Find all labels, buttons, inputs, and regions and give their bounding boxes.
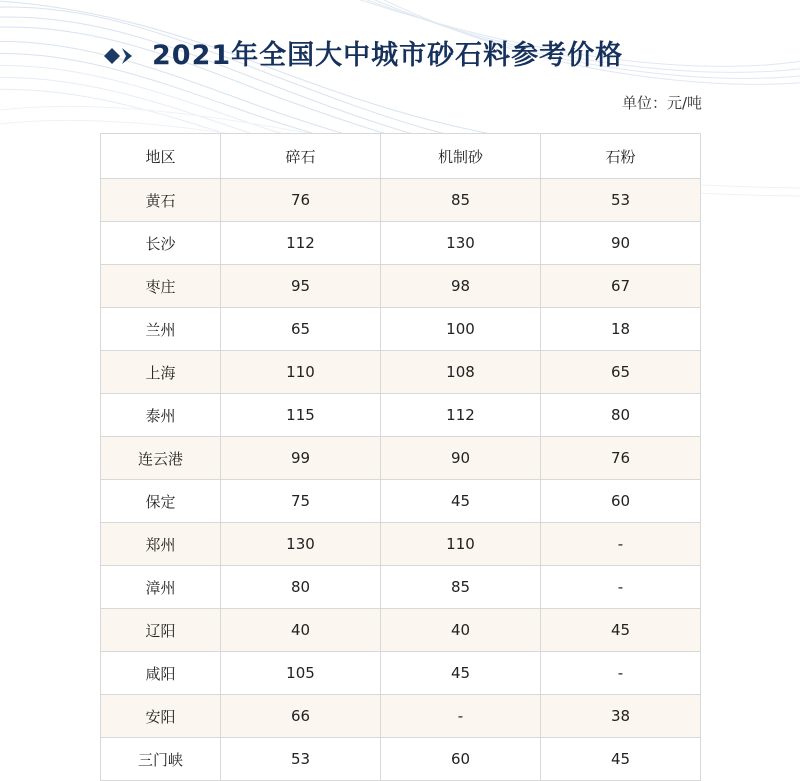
diamond-bullet-icon [94, 44, 140, 68]
cell-crushed-stone: 53 [221, 738, 381, 781]
table-row [101, 265, 701, 308]
cell-crushed-stone: 130 [221, 523, 381, 566]
cell-manufactured-sand: 45 [381, 652, 541, 695]
cell-region: 连云港 [101, 437, 221, 480]
cell-region: 漳州 [101, 566, 221, 609]
table-row [101, 652, 701, 695]
cell-region: 咸阳 [101, 652, 221, 695]
cell-stone-powder: 67 [541, 265, 701, 308]
cell-stone-powder: 60 [541, 480, 701, 523]
cell-stone-powder: 45 [541, 738, 701, 781]
table-row [101, 222, 701, 265]
cell-manufactured-sand: 112 [381, 394, 541, 437]
cell-manufactured-sand: 85 [381, 179, 541, 222]
column-header: 地区 [101, 134, 221, 179]
cell-crushed-stone: 95 [221, 265, 381, 308]
table-row [101, 566, 701, 609]
cell-crushed-stone: 112 [221, 222, 381, 265]
cell-manufactured-sand: 108 [381, 351, 541, 394]
cell-crushed-stone: 115 [221, 394, 381, 437]
cell-stone-powder: 45 [541, 609, 701, 652]
cell-manufactured-sand: 130 [381, 222, 541, 265]
unit-label: 单位：元/吨 [621, 94, 702, 112]
cell-crushed-stone: 110 [221, 351, 381, 394]
table-row [101, 609, 701, 652]
cell-manufactured-sand: 85 [381, 566, 541, 609]
cell-region: 三门峡 [101, 738, 221, 781]
cell-region: 枣庄 [101, 265, 221, 308]
table-header-row [101, 134, 701, 179]
cell-stone-powder: - [541, 566, 701, 609]
cell-manufactured-sand: 100 [381, 308, 541, 351]
cell-crushed-stone: 80 [221, 566, 381, 609]
cell-manufactured-sand: 40 [381, 609, 541, 652]
cell-manufactured-sand: 110 [381, 523, 541, 566]
column-header: 机制砂 [381, 134, 541, 179]
table-row [101, 179, 701, 222]
cell-crushed-stone: 99 [221, 437, 381, 480]
cell-stone-powder: 65 [541, 351, 701, 394]
cell-manufactured-sand: 60 [381, 738, 541, 781]
cell-stone-powder: 18 [541, 308, 701, 351]
cell-stone-powder: - [541, 652, 701, 695]
cell-manufactured-sand: 98 [381, 265, 541, 308]
cell-crushed-stone: 76 [221, 179, 381, 222]
cell-region: 兰州 [101, 308, 221, 351]
cell-region: 安阳 [101, 695, 221, 738]
column-header: 碎石 [221, 134, 381, 179]
cell-manufactured-sand: - [381, 695, 541, 738]
cell-stone-powder: 38 [541, 695, 701, 738]
cell-crushed-stone: 66 [221, 695, 381, 738]
cell-region: 泰州 [101, 394, 221, 437]
cell-region: 郑州 [101, 523, 221, 566]
cell-crushed-stone: 75 [221, 480, 381, 523]
price-table-container [100, 133, 700, 781]
cell-region: 保定 [101, 480, 221, 523]
cell-stone-powder: 76 [541, 437, 701, 480]
cell-stone-powder: 53 [541, 179, 701, 222]
cell-region: 长沙 [101, 222, 221, 265]
cell-crushed-stone: 105 [221, 652, 381, 695]
cell-manufactured-sand: 90 [381, 437, 541, 480]
table-row [101, 351, 701, 394]
column-header: 石粉 [541, 134, 701, 179]
cell-manufactured-sand: 45 [381, 480, 541, 523]
cell-region: 辽阳 [101, 609, 221, 652]
table-row [101, 437, 701, 480]
table-row [101, 695, 701, 738]
table-row [101, 480, 701, 523]
cell-region: 黄石 [101, 179, 221, 222]
cell-stone-powder: 90 [541, 222, 701, 265]
table-row [101, 394, 701, 437]
cell-stone-powder: - [541, 523, 701, 566]
cell-region: 上海 [101, 351, 221, 394]
table-row [101, 308, 701, 351]
table-row [101, 738, 701, 781]
table-row [101, 523, 701, 566]
cell-crushed-stone: 40 [221, 609, 381, 652]
cell-stone-powder: 80 [541, 394, 701, 437]
price-table [100, 133, 701, 781]
cell-crushed-stone: 65 [221, 308, 381, 351]
page-title: 2021年全国大中城市砂石料参考价格 [152, 40, 624, 71]
